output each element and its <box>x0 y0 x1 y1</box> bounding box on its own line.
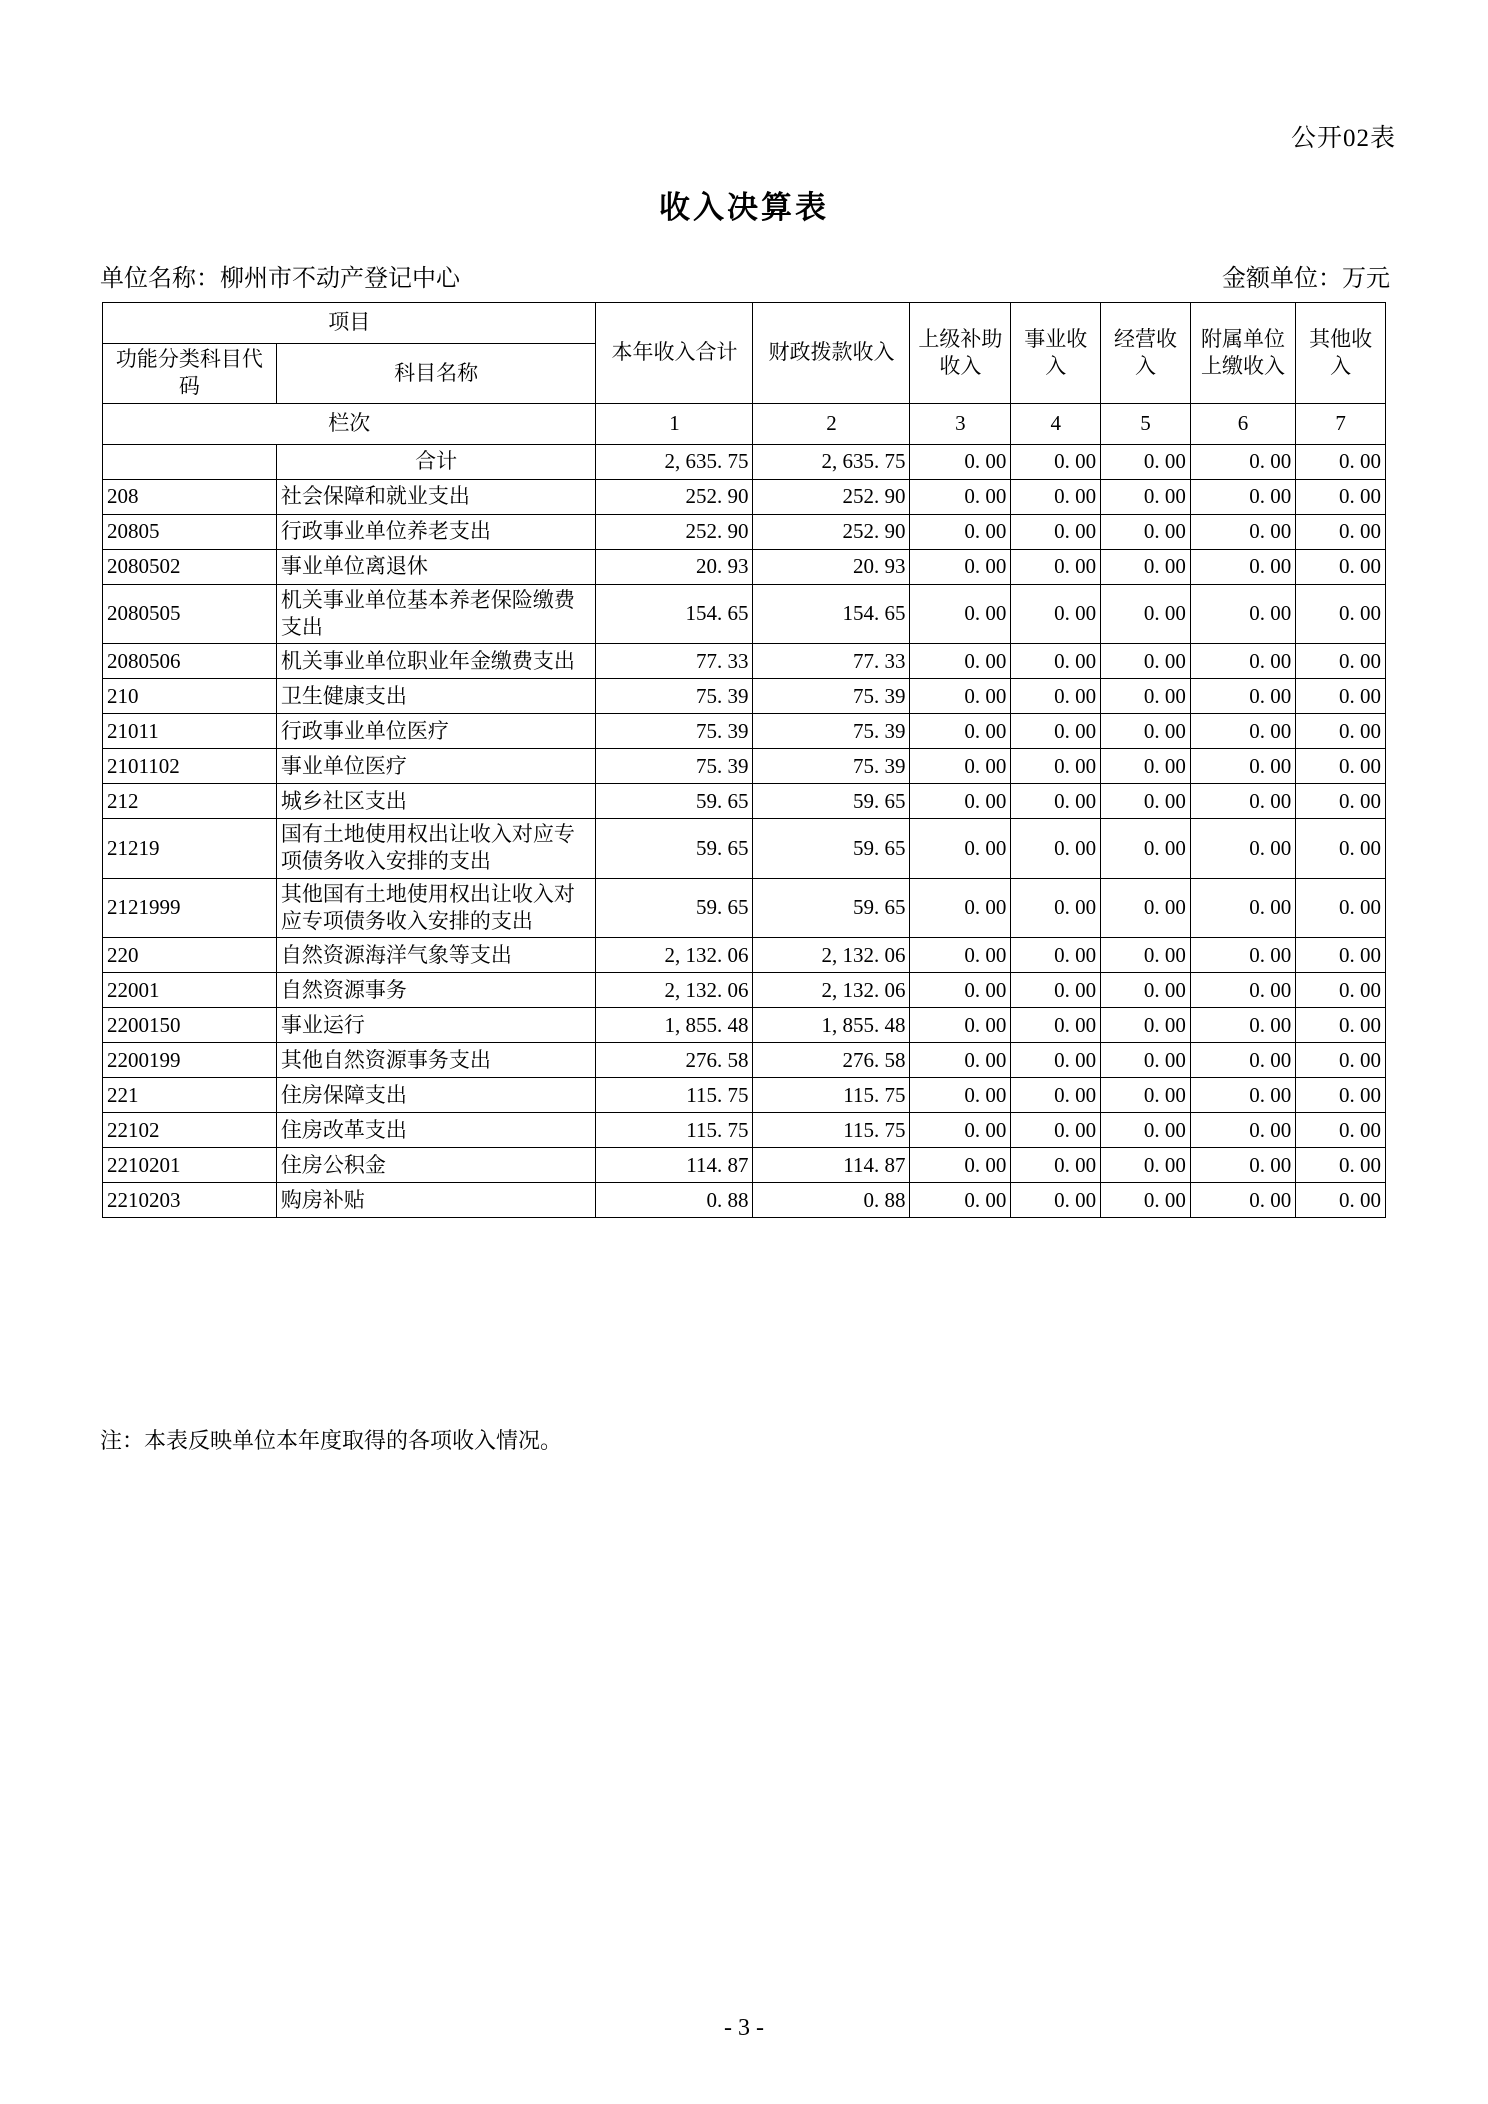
row-value-4: 0. 00 <box>1011 444 1101 479</box>
row-code: 220 <box>103 938 277 973</box>
row-value-4: 0. 00 <box>1011 973 1101 1008</box>
row-value-5: 0. 00 <box>1101 878 1191 938</box>
row-value-4: 0. 00 <box>1011 549 1101 584</box>
row-value-4: 0. 00 <box>1011 644 1101 679</box>
header-col-subordinate-remit: 附属单位上缴收入 <box>1190 303 1295 404</box>
row-code <box>103 444 277 479</box>
row-value-3: 0. 00 <box>910 514 1011 549</box>
table-row <box>103 1148 1386 1183</box>
table-row <box>103 714 1386 749</box>
row-subject-name: 事业单位离退休 <box>276 549 596 584</box>
row-value-4: 0. 00 <box>1011 749 1101 784</box>
row-value-2: 2, 635. 75 <box>753 444 910 479</box>
page-number: - 3 - <box>724 2015 764 2041</box>
row-value-5: 0. 00 <box>1101 584 1191 644</box>
row-value-1: 59. 65 <box>596 784 753 819</box>
row-value-6: 0. 00 <box>1190 819 1295 879</box>
row-value-2: 2, 132. 06 <box>753 973 910 1008</box>
row-subject-name: 合计 <box>276 444 596 479</box>
table-row <box>103 749 1386 784</box>
row-code: 2080502 <box>103 549 277 584</box>
row-value-7: 0. 00 <box>1296 1008 1386 1043</box>
row-value-7: 0. 00 <box>1296 938 1386 973</box>
page-title: 收入决算表 <box>659 190 829 225</box>
table-row <box>103 1183 1386 1218</box>
row-value-1: 75. 39 <box>596 714 753 749</box>
row-value-7: 0. 00 <box>1296 514 1386 549</box>
unit-name-value: 柳州市不动产登记中心 <box>220 266 460 292</box>
row-value-5: 0. 00 <box>1101 938 1191 973</box>
row-subject-name: 机关事业单位基本养老保险缴费支出 <box>276 584 596 644</box>
header-col-business-income: 经营收入 <box>1101 303 1191 404</box>
row-value-7: 0. 00 <box>1296 549 1386 584</box>
row-value-5: 0. 00 <box>1101 749 1191 784</box>
row-value-2: 77. 33 <box>753 644 910 679</box>
row-value-1: 114. 87 <box>596 1148 753 1183</box>
row-value-1: 154. 65 <box>596 584 753 644</box>
unit-name-label: 单位名称： <box>100 266 220 292</box>
row-value-3: 0. 00 <box>910 1078 1011 1113</box>
table-row <box>103 479 1386 514</box>
row-value-1: 2, 132. 06 <box>596 938 753 973</box>
row-value-5: 0. 00 <box>1101 1008 1191 1043</box>
row-value-6: 0. 00 <box>1190 714 1295 749</box>
rank-6: 6 <box>1190 403 1295 444</box>
row-value-1: 276. 58 <box>596 1043 753 1078</box>
row-value-4: 0. 00 <box>1011 714 1101 749</box>
row-code: 2080505 <box>103 584 277 644</box>
row-value-7: 0. 00 <box>1296 644 1386 679</box>
row-value-2: 0. 88 <box>753 1183 910 1218</box>
row-value-5: 0. 00 <box>1101 714 1191 749</box>
rank-5: 5 <box>1101 403 1191 444</box>
row-value-4: 0. 00 <box>1011 679 1101 714</box>
row-value-6: 0. 00 <box>1190 1113 1295 1148</box>
amount-unit-label: 金额单位： <box>1222 266 1342 292</box>
row-value-1: 75. 39 <box>596 679 753 714</box>
row-value-3: 0. 00 <box>910 549 1011 584</box>
rank-3: 3 <box>910 403 1011 444</box>
row-value-6: 0. 00 <box>1190 514 1295 549</box>
row-value-4: 0. 00 <box>1011 479 1101 514</box>
header-group-item: 项目 <box>103 303 596 344</box>
row-value-7: 0. 00 <box>1296 819 1386 879</box>
row-value-6: 0. 00 <box>1190 878 1295 938</box>
row-subject-name: 住房公积金 <box>276 1148 596 1183</box>
header-col-total: 本年收入合计 <box>596 303 753 404</box>
row-value-6: 0. 00 <box>1190 1043 1295 1078</box>
table-row <box>103 938 1386 973</box>
row-value-5: 0. 00 <box>1101 1183 1191 1218</box>
row-value-3: 0. 00 <box>910 878 1011 938</box>
row-value-7: 0. 00 <box>1296 679 1386 714</box>
table-head <box>103 303 1386 445</box>
header-col-superior-subsidy: 上级补助收入 <box>910 303 1011 404</box>
row-value-6: 0. 00 <box>1190 679 1295 714</box>
row-code: 2080506 <box>103 644 277 679</box>
row-value-7: 0. 00 <box>1296 1043 1386 1078</box>
row-value-4: 0. 00 <box>1011 1043 1101 1078</box>
amount-unit-block <box>1222 258 1390 293</box>
row-value-7: 0. 00 <box>1296 479 1386 514</box>
row-value-2: 115. 75 <box>753 1078 910 1113</box>
row-value-7: 0. 00 <box>1296 584 1386 644</box>
row-subject-name: 其他自然资源事务支出 <box>276 1043 596 1078</box>
table-body <box>103 444 1386 1218</box>
rank-1: 1 <box>596 403 753 444</box>
row-value-1: 252. 90 <box>596 514 753 549</box>
row-value-3: 0. 00 <box>910 1148 1011 1183</box>
header-col-code: 功能分类科目代码 <box>103 344 277 404</box>
row-value-6: 0. 00 <box>1190 784 1295 819</box>
row-value-7: 0. 00 <box>1296 714 1386 749</box>
row-value-1: 2, 132. 06 <box>596 973 753 1008</box>
row-value-3: 0. 00 <box>910 938 1011 973</box>
row-value-5: 0. 00 <box>1101 479 1191 514</box>
table-row <box>103 878 1386 938</box>
row-subject-name: 卫生健康支出 <box>276 679 596 714</box>
row-value-2: 114. 87 <box>753 1148 910 1183</box>
row-value-2: 276. 58 <box>753 1043 910 1078</box>
table-row <box>103 973 1386 1008</box>
row-subject-name: 行政事业单位医疗 <box>276 714 596 749</box>
row-code: 20805 <box>103 514 277 549</box>
rank-7: 7 <box>1296 403 1386 444</box>
row-value-7: 0. 00 <box>1296 784 1386 819</box>
row-subject-name: 社会保障和就业支出 <box>276 479 596 514</box>
row-value-5: 0. 00 <box>1101 784 1191 819</box>
row-code: 212 <box>103 784 277 819</box>
row-value-3: 0. 00 <box>910 973 1011 1008</box>
row-value-4: 0. 00 <box>1011 784 1101 819</box>
row-value-4: 0. 00 <box>1011 1183 1101 1218</box>
table-row <box>103 1043 1386 1078</box>
row-value-1: 77. 33 <box>596 644 753 679</box>
header-col-operating-income: 事业收入 <box>1011 303 1101 404</box>
row-subject-name: 国有土地使用权出让收入对应专项债务收入安排的支出 <box>276 819 596 879</box>
row-value-4: 0. 00 <box>1011 1113 1101 1148</box>
row-value-1: 2, 635. 75 <box>596 444 753 479</box>
row-value-2: 115. 75 <box>753 1113 910 1148</box>
row-subject-name: 自然资源海洋气象等支出 <box>276 938 596 973</box>
row-value-6: 0. 00 <box>1190 584 1295 644</box>
rank-2: 2 <box>753 403 910 444</box>
row-value-2: 2, 132. 06 <box>753 938 910 973</box>
row-value-5: 0. 00 <box>1101 444 1191 479</box>
row-value-1: 115. 75 <box>596 1113 753 1148</box>
amount-unit-value: 万元 <box>1342 266 1390 292</box>
row-value-2: 20. 93 <box>753 549 910 584</box>
row-value-7: 0. 00 <box>1296 1113 1386 1148</box>
row-value-1: 59. 65 <box>596 878 753 938</box>
row-value-4: 0. 00 <box>1011 1078 1101 1113</box>
row-value-7: 0. 00 <box>1296 1183 1386 1218</box>
row-value-6: 0. 00 <box>1190 644 1295 679</box>
row-value-5: 0. 00 <box>1101 819 1191 879</box>
row-code: 22001 <box>103 973 277 1008</box>
row-value-3: 0. 00 <box>910 584 1011 644</box>
row-code: 2101102 <box>103 749 277 784</box>
row-subject-name: 事业运行 <box>276 1008 596 1043</box>
row-value-7: 0. 00 <box>1296 878 1386 938</box>
row-subject-name: 机关事业单位职业年金缴费支出 <box>276 644 596 679</box>
row-value-1: 252. 90 <box>596 479 753 514</box>
row-value-3: 0. 00 <box>910 749 1011 784</box>
row-value-5: 0. 00 <box>1101 679 1191 714</box>
row-value-3: 0. 00 <box>910 1183 1011 1218</box>
row-subject-name: 城乡社区支出 <box>276 784 596 819</box>
row-value-4: 0. 00 <box>1011 514 1101 549</box>
table-row <box>103 1078 1386 1113</box>
row-code: 2210201 <box>103 1148 277 1183</box>
table-row <box>103 644 1386 679</box>
rank-label: 栏次 <box>103 403 596 444</box>
row-value-1: 75. 39 <box>596 749 753 784</box>
row-value-1: 115. 75 <box>596 1078 753 1113</box>
row-value-3: 0. 00 <box>910 714 1011 749</box>
row-code: 2210203 <box>103 1183 277 1218</box>
row-subject-name: 住房改革支出 <box>276 1113 596 1148</box>
row-value-6: 0. 00 <box>1190 444 1295 479</box>
row-value-3: 0. 00 <box>910 1113 1011 1148</box>
row-value-2: 59. 65 <box>753 784 910 819</box>
row-code: 2121999 <box>103 878 277 938</box>
row-value-5: 0. 00 <box>1101 1113 1191 1148</box>
row-code: 221 <box>103 1078 277 1113</box>
row-value-3: 0. 00 <box>910 1008 1011 1043</box>
row-value-2: 75. 39 <box>753 749 910 784</box>
row-value-6: 0. 00 <box>1190 479 1295 514</box>
row-value-5: 0. 00 <box>1101 514 1191 549</box>
income-final-accounts-table <box>102 302 1386 1218</box>
row-value-2: 59. 65 <box>753 819 910 879</box>
row-value-6: 0. 00 <box>1190 1008 1295 1043</box>
row-value-6: 0. 00 <box>1190 1183 1295 1218</box>
table-row <box>103 679 1386 714</box>
meta-row <box>100 258 1390 293</box>
row-code: 21219 <box>103 819 277 879</box>
table-note: 注：本表反映单位本年度取得的各项收入情况。 <box>100 1428 563 1453</box>
header-row-1 <box>103 303 1386 344</box>
table-row <box>103 549 1386 584</box>
table-row <box>103 819 1386 879</box>
row-value-5: 0. 00 <box>1101 549 1191 584</box>
table-row <box>103 584 1386 644</box>
form-code-label: 公开02表 <box>1290 125 1396 152</box>
row-value-2: 154. 65 <box>753 584 910 644</box>
row-subject-name: 购房补贴 <box>276 1183 596 1218</box>
row-subject-name: 自然资源事务 <box>276 973 596 1008</box>
row-subject-name: 其他国有土地使用权出让收入对应专项债务收入安排的支出 <box>276 878 596 938</box>
row-value-4: 0. 00 <box>1011 819 1101 879</box>
row-value-6: 0. 00 <box>1190 1148 1295 1183</box>
row-value-4: 0. 00 <box>1011 584 1101 644</box>
row-value-6: 0. 00 <box>1190 973 1295 1008</box>
row-code: 208 <box>103 479 277 514</box>
row-value-1: 1, 855. 48 <box>596 1008 753 1043</box>
row-value-7: 0. 00 <box>1296 1078 1386 1113</box>
row-code: 2200199 <box>103 1043 277 1078</box>
table-row <box>103 1113 1386 1148</box>
row-value-1: 20. 93 <box>596 549 753 584</box>
row-value-5: 0. 00 <box>1101 973 1191 1008</box>
row-value-2: 75. 39 <box>753 714 910 749</box>
row-value-6: 0. 00 <box>1190 938 1295 973</box>
row-value-2: 1, 855. 48 <box>753 1008 910 1043</box>
row-value-2: 75. 39 <box>753 679 910 714</box>
row-value-4: 0. 00 <box>1011 878 1101 938</box>
row-value-2: 252. 90 <box>753 479 910 514</box>
row-value-1: 0. 88 <box>596 1183 753 1218</box>
row-value-3: 0. 00 <box>910 644 1011 679</box>
table-row <box>103 444 1386 479</box>
row-value-5: 0. 00 <box>1101 1043 1191 1078</box>
table-row <box>103 514 1386 549</box>
row-value-4: 0. 00 <box>1011 938 1101 973</box>
row-subject-name: 住房保障支出 <box>276 1078 596 1113</box>
header-col-subject-name: 科目名称 <box>276 344 596 404</box>
row-value-3: 0. 00 <box>910 679 1011 714</box>
row-subject-name: 事业单位医疗 <box>276 749 596 784</box>
row-value-4: 0. 00 <box>1011 1148 1101 1183</box>
table-row <box>103 784 1386 819</box>
row-value-3: 0. 00 <box>910 479 1011 514</box>
row-subject-name: 行政事业单位养老支出 <box>276 514 596 549</box>
row-value-4: 0. 00 <box>1011 1008 1101 1043</box>
rank-row <box>103 403 1386 444</box>
row-value-2: 59. 65 <box>753 878 910 938</box>
rank-4: 4 <box>1011 403 1101 444</box>
row-value-6: 0. 00 <box>1190 549 1295 584</box>
row-value-7: 0. 00 <box>1296 444 1386 479</box>
row-value-1: 59. 65 <box>596 819 753 879</box>
row-code: 2200150 <box>103 1008 277 1043</box>
row-code: 22102 <box>103 1113 277 1148</box>
row-code: 21011 <box>103 714 277 749</box>
row-value-3: 0. 00 <box>910 444 1011 479</box>
row-value-7: 0. 00 <box>1296 749 1386 784</box>
row-value-3: 0. 00 <box>910 1043 1011 1078</box>
unit-name-block <box>100 258 460 293</box>
row-value-6: 0. 00 <box>1190 749 1295 784</box>
row-value-3: 0. 00 <box>910 784 1011 819</box>
row-value-3: 0. 00 <box>910 819 1011 879</box>
row-value-7: 0. 00 <box>1296 973 1386 1008</box>
row-value-7: 0. 00 <box>1296 1148 1386 1183</box>
table-row <box>103 1008 1386 1043</box>
row-value-6: 0. 00 <box>1190 1078 1295 1113</box>
row-value-5: 0. 00 <box>1101 644 1191 679</box>
row-value-2: 252. 90 <box>753 514 910 549</box>
row-code: 210 <box>103 679 277 714</box>
row-value-5: 0. 00 <box>1101 1078 1191 1113</box>
row-value-5: 0. 00 <box>1101 1148 1191 1183</box>
header-col-fiscal: 财政拨款收入 <box>753 303 910 404</box>
header-col-other-income: 其他收入 <box>1296 303 1386 404</box>
